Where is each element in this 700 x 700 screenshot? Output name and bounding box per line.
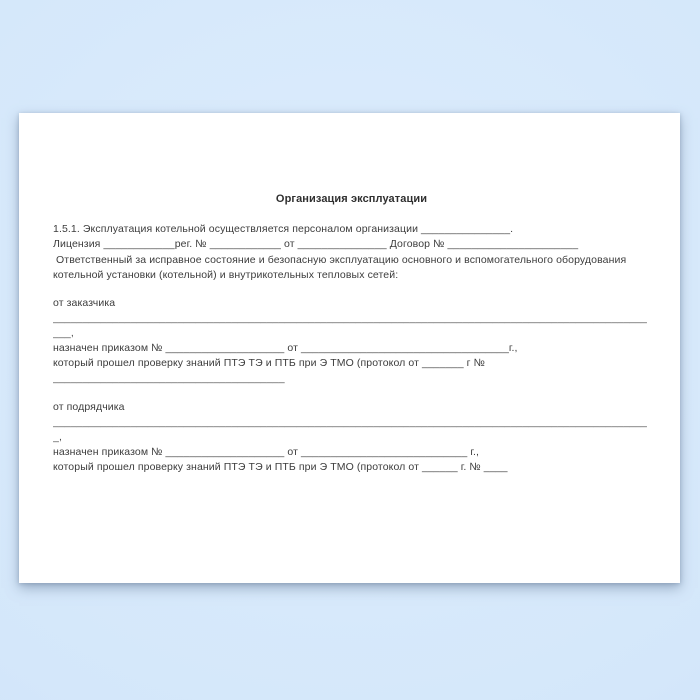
- document-content: [53, 192, 650, 475]
- customer-name-fill-line: ____________________________________________________________________________________________________: [53, 311, 647, 324]
- contractor-fill-line-tail: _,: [53, 430, 62, 443]
- contractor-knowledge-check-line: который прошел проверку знаний ПТЭ ТЭ и ПТБ при Э ТМО (протокол от ______ г. № ____: [53, 460, 508, 473]
- responsible-person-line-1: Ответственный за исправное состояние и безопасную эксплуатацию основного и вспомогательного оборудования: [53, 253, 627, 266]
- license-contract-line: Лицензия ____________рег. № ____________ от _______________ Договор № ______________________: [53, 238, 579, 250]
- document-title: Организация эксплуатации: [275, 193, 428, 205]
- responsible-person-line-2: котельной установки (котельной) и внутрикотельных тепловых сетей:: [53, 269, 399, 281]
- customer-fill-line-tail: ___,: [53, 326, 74, 339]
- document-page: [19, 113, 680, 583]
- contractor-name-fill-line: ____________________________________________________________________________________________________: [53, 415, 647, 428]
- clause-1-5-1-line: 1.5.1. Эксплуатация котельной осуществляется персоналом организации _______________.: [53, 222, 514, 235]
- customer-knowledge-check-line: который прошел проверку знаний ПТЭ ТЭ и ПТБ при Э ТМО (протокол от _______ г №: [53, 356, 485, 369]
- contractor-order-line: назначен приказом № ____________________ от ____________________________ г.,: [53, 445, 480, 458]
- from-customer-label: от заказчика: [53, 296, 116, 309]
- customer-protocol-fill-line: _______________________________________: [53, 371, 285, 384]
- customer-order-line: назначен приказом № ____________________ от ___________________________________г.,: [53, 341, 518, 354]
- from-contractor-label: от подрядчика: [53, 400, 125, 413]
